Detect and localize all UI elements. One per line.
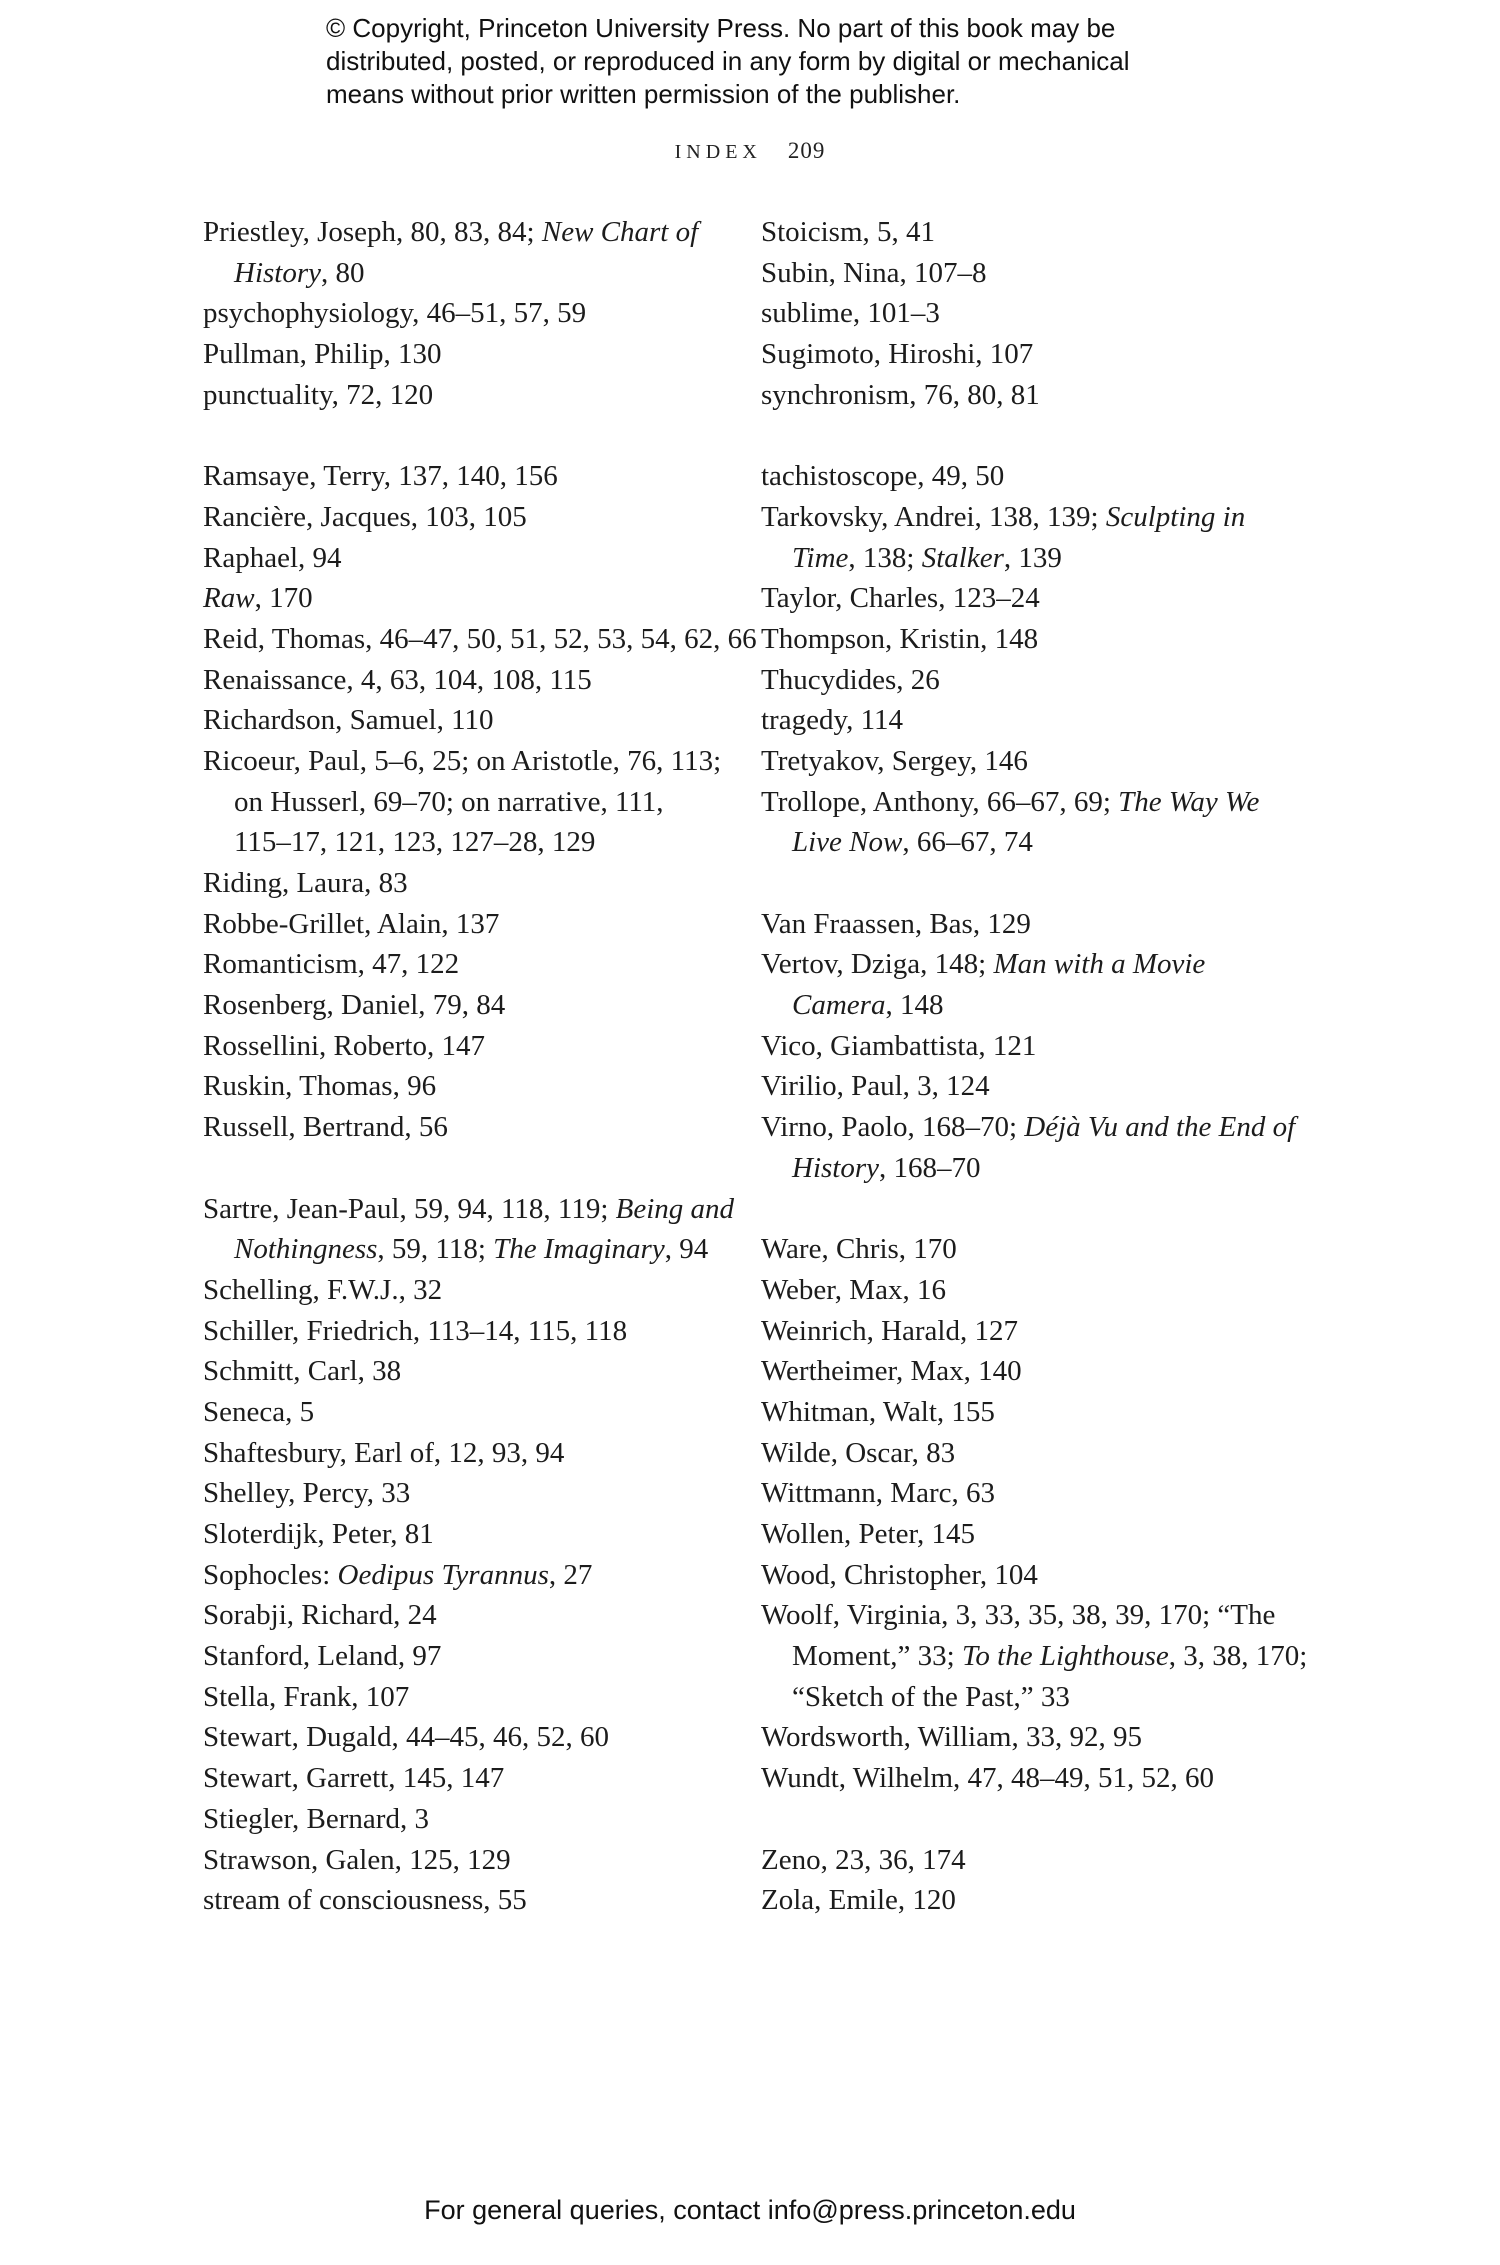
- entry-text: Raphael, 94: [203, 541, 342, 574]
- entry-text: psychophysiology, 46–51, 57, 59: [203, 297, 587, 330]
- index-entry: [203, 1758, 743, 1799]
- italic-title: History: [234, 256, 321, 289]
- index-entry: [203, 1107, 743, 1148]
- index-entry: [761, 1433, 1321, 1474]
- italic-title: Oedipus Tyrannus: [337, 1558, 549, 1591]
- entry-text: synchronism, 76, 80, 81: [761, 378, 1040, 411]
- entry-text: Seneca, 5: [203, 1395, 315, 1428]
- entry-text: , 27: [548, 1558, 593, 1591]
- index-entry: [761, 741, 1321, 782]
- entry-text: , 138;: [848, 541, 922, 574]
- index-entry: [203, 456, 743, 497]
- italic-title: The Way We: [1118, 785, 1260, 818]
- italic-title: Man with a Movie: [993, 948, 1206, 981]
- index-entry: [761, 1392, 1321, 1433]
- index-entry: [761, 1555, 1321, 1596]
- entry-text: , 148: [885, 989, 944, 1022]
- index-entry-continuation: [761, 1636, 1321, 1677]
- index-entry: [761, 1840, 1321, 1881]
- italic-title: Nothingness: [234, 1233, 378, 1266]
- entry-text: Shaftesbury, Earl of, 12, 93, 94: [203, 1436, 565, 1469]
- entry-text: Vico, Giambattista, 121: [761, 1029, 1037, 1062]
- index-entry: [761, 1880, 1321, 1921]
- index-entry: [761, 1311, 1321, 1352]
- index-entry: [761, 578, 1321, 619]
- entry-text: Romanticism, 47, 122: [203, 948, 460, 981]
- entry-text: punctuality, 72, 120: [203, 378, 434, 411]
- entry-text: Riding, Laura, 83: [203, 867, 408, 899]
- entry-text: Renaissance, 4, 63, 104, 108, 115: [203, 663, 592, 696]
- index-entry: [203, 944, 743, 985]
- index-entry: [203, 293, 743, 334]
- index-entry: [203, 904, 743, 945]
- italic-title: Raw: [203, 582, 255, 615]
- copyright-line: means without prior written permission of the publisher.: [326, 79, 961, 109]
- index-entry: [761, 660, 1321, 701]
- index-entry: [203, 578, 743, 619]
- italic-title: History: [792, 1151, 879, 1184]
- index-entry: [761, 1758, 1321, 1799]
- entry-text: Wood, Christopher, 104: [761, 1558, 1038, 1591]
- entry-text: Ricoeur, Paul, 5–6, 25; on Aristotle, 76, 113;: [203, 744, 722, 777]
- entry-text: Rosenberg, Daniel, 79, 84: [203, 989, 506, 1022]
- entry-text: Sartre, Jean-Paul, 59, 94, 118, 119;: [203, 1192, 616, 1225]
- entry-text: , 168–70: [879, 1151, 981, 1184]
- italic-title: Stalker: [921, 541, 1004, 574]
- index-entry-continuation: [761, 985, 1321, 1026]
- entry-text: Richardson, Samuel, 110: [203, 704, 494, 737]
- index-entry: [761, 1026, 1321, 1067]
- index-entry: [203, 863, 743, 904]
- index-entry: [761, 782, 1321, 823]
- index-entry: [761, 1473, 1321, 1514]
- italic-title: Camera: [792, 989, 886, 1022]
- entry-text: Taylor, Charles, 123–24: [761, 582, 1040, 615]
- index-entry: [761, 1514, 1321, 1555]
- entry-text: Strawson, Galen, 125, 129: [203, 1843, 511, 1876]
- index-entry: [203, 1636, 743, 1677]
- entry-text: Tarkovsky, Andrei, 138, 139;: [761, 500, 1106, 533]
- index-entry: [203, 660, 743, 701]
- entry-text: Schelling, F.W.J., 32: [203, 1273, 443, 1306]
- index-entry: [761, 1229, 1321, 1270]
- footer-contact: For general queries, contact info@press.princeton.edu: [424, 2195, 1076, 2225]
- index-entry: [203, 1717, 743, 1758]
- index-entry-continuation: [761, 1677, 1321, 1718]
- index-entry: [761, 1107, 1321, 1148]
- entry-text: , 59, 118;: [377, 1233, 494, 1266]
- copyright-line: © Copyright, Princeton University Press. No part of this book may be: [326, 13, 1116, 43]
- index-entry-continuation: [203, 1229, 743, 1270]
- entry-text: Schiller, Friedrich, 113–14, 115, 118: [203, 1314, 628, 1347]
- entry-text: Sugimoto, Hiroshi, 107: [761, 338, 1034, 371]
- running-head: [0, 138, 1500, 164]
- index-column-left: [203, 212, 757, 1921]
- index-entry-continuation: [761, 1148, 1321, 1189]
- index-entry: [203, 1066, 743, 1107]
- italic-title: Live Now: [792, 826, 903, 859]
- entry-text: Sophocles:: [203, 1558, 338, 1591]
- italic-title: Déjà Vu and the End of: [1024, 1111, 1296, 1144]
- entry-text: Stewart, Garrett, 145, 147: [203, 1762, 505, 1795]
- entry-text: Virilio, Paul, 3, 124: [761, 1070, 990, 1103]
- entry-text: Weinrich, Harald, 127: [761, 1314, 1018, 1347]
- entry-text: Wittmann, Marc, 63: [761, 1477, 995, 1510]
- index-entry: [761, 497, 1321, 538]
- index-entry: [203, 1392, 743, 1433]
- index-entry: [203, 1555, 743, 1596]
- entry-text: Stoicism, 5, 41: [761, 216, 936, 248]
- index-entry: [761, 1270, 1321, 1311]
- entry-text: on Husserl, 69–70; on narrative, 111,: [234, 785, 664, 818]
- entry-text: Wollen, Peter, 145: [761, 1518, 975, 1550]
- index-entry-continuation: [203, 253, 743, 294]
- entry-text: Wundt, Wilhelm, 47, 48–49, 51, 52, 60: [761, 1762, 1215, 1795]
- entry-text: Stella, Frank, 107: [203, 1680, 410, 1713]
- italic-title: The Imaginary: [493, 1233, 665, 1266]
- index-entry: [203, 619, 757, 660]
- entry-text: Stanford, Leland, 97: [203, 1640, 442, 1673]
- index-entry: [203, 1473, 743, 1514]
- italic-title: New Chart of: [541, 216, 699, 248]
- index-entry: [761, 1717, 1321, 1758]
- entry-text: , 94: [664, 1233, 709, 1266]
- entry-text: Moment,” 33;: [792, 1640, 962, 1673]
- italic-title: To the Lighthouse: [961, 1640, 1169, 1673]
- entry-text: , 170: [254, 582, 313, 615]
- entry-text: Stiegler, Bernard, 3: [203, 1802, 429, 1835]
- italic-title: Time: [792, 541, 849, 574]
- entry-text: , 80: [321, 256, 365, 289]
- entry-text: Sloterdijk, Peter, 81: [203, 1518, 434, 1550]
- index-entry-continuation: [761, 538, 1321, 579]
- index-entry: [761, 904, 1321, 945]
- page-number: 209: [787, 138, 826, 163]
- index-entry: [203, 1189, 743, 1230]
- entry-text: Zola, Emile, 120: [761, 1884, 956, 1917]
- index-entry: [761, 1595, 1321, 1636]
- index-entry: [761, 375, 1321, 416]
- entry-text: , 66–67, 74: [902, 826, 1033, 859]
- index-entry: [761, 1351, 1321, 1392]
- entry-text: tragedy, 114: [761, 704, 903, 737]
- index-entry: [761, 1066, 1321, 1107]
- copyright-notice: [326, 12, 1246, 111]
- index-entry: [761, 253, 1321, 294]
- entry-text: Vertov, Dziga, 148;: [761, 948, 994, 981]
- entry-text: Woolf, Virginia, 3, 33, 35, 38, 39, 170; “The: [761, 1599, 1276, 1632]
- index-entry: [761, 293, 1321, 334]
- index-entry: [203, 985, 743, 1026]
- index-entry: [203, 741, 743, 782]
- entry-text: Van Fraassen, Bas, 129: [761, 907, 1031, 940]
- index-entry: [203, 212, 743, 253]
- index-column-right: [761, 212, 1321, 1921]
- index-entry: [203, 497, 743, 538]
- entry-text: Virno, Paolo, 168–70;: [761, 1111, 1025, 1144]
- entry-text: Thompson, Kristin, 148: [761, 622, 1039, 655]
- entry-text: Trollope, Anthony, 66–67, 69;: [761, 785, 1119, 818]
- index-entry: [203, 1677, 743, 1718]
- entry-text: Weber, Max, 16: [761, 1273, 946, 1306]
- entry-text: Ramsaye, Terry, 137, 140, 156: [203, 460, 558, 493]
- entry-text: Schmitt, Carl, 38: [203, 1355, 402, 1388]
- index-entry: [761, 944, 1321, 985]
- entry-text: tachistoscope, 49, 50: [761, 460, 1005, 493]
- index-entry: [203, 1799, 743, 1840]
- index-entry: [203, 1026, 743, 1067]
- index-entry: [203, 700, 743, 741]
- section-title: INDEX: [674, 141, 762, 163]
- index-entry: [203, 538, 743, 579]
- entry-text: Rancière, Jacques, 103, 105: [203, 500, 527, 533]
- entry-text: Ruskin, Thomas, 96: [203, 1070, 437, 1103]
- index-entry: [761, 619, 1321, 660]
- entry-text: Reid, Thomas, 46–47, 50, 51, 52, 53, 54, 62, 66: [203, 622, 757, 655]
- entry-text: Russell, Bertrand, 56: [203, 1111, 448, 1144]
- entry-text: Zeno, 23, 36, 174: [761, 1843, 966, 1876]
- index-entry: [203, 375, 743, 416]
- index-entry-continuation: [203, 822, 743, 863]
- entry-text: , 139: [1003, 541, 1062, 574]
- index-entry: [761, 456, 1321, 497]
- entry-text: , 3, 38, 170;: [1168, 1640, 1308, 1673]
- index-entry: [203, 1433, 743, 1474]
- entry-text: Sorabji, Richard, 24: [203, 1599, 437, 1632]
- entry-text: Tretyakov, Sergey, 146: [761, 744, 1028, 777]
- entry-text: Priestley, Joseph, 80, 83, 84;: [203, 216, 542, 248]
- index-entry: [203, 1595, 743, 1636]
- entry-text: Robbe-Grillet, Alain, 137: [203, 907, 500, 940]
- index-entry: [203, 1514, 743, 1555]
- italic-title: Sculpting in: [1105, 500, 1246, 533]
- entry-text: Ware, Chris, 170: [761, 1233, 957, 1266]
- entry-text: Thucydides, 26: [761, 663, 940, 696]
- entry-text: 115–17, 121, 123, 127–28, 129: [234, 826, 596, 859]
- index-entry: [203, 1840, 743, 1881]
- entry-text: Pullman, Philip, 130: [203, 338, 442, 371]
- entry-text: sublime, 101–3: [761, 297, 940, 330]
- entry-text: Wordsworth, William, 33, 92, 95: [761, 1721, 1142, 1754]
- entry-text: stream of consciousness, 55: [203, 1884, 527, 1917]
- index-entry: [203, 1351, 743, 1392]
- index-entry: [761, 212, 1321, 253]
- index-entry: [761, 334, 1321, 375]
- index-entry-continuation: [761, 822, 1321, 863]
- entry-text: “Sketch of the Past,” 33: [792, 1680, 1070, 1713]
- index-entry: [203, 334, 743, 375]
- entry-text: Stewart, Dugald, 44–45, 46, 52, 60: [203, 1721, 609, 1754]
- entry-text: Shelley, Percy, 33: [203, 1477, 411, 1510]
- index-entry: [203, 1880, 743, 1921]
- copyright-line: distributed, posted, or reproduced in any form by digital or mechanical: [326, 46, 1130, 76]
- index-entry: [203, 1270, 743, 1311]
- index-entry: [761, 700, 1321, 741]
- entry-text: Whitman, Walt, 155: [761, 1395, 995, 1428]
- entry-text: Wilde, Oscar, 83: [761, 1436, 956, 1469]
- index-entry: [203, 1311, 743, 1352]
- index-entry-continuation: [203, 782, 743, 823]
- entry-text: Subin, Nina, 107–8: [761, 256, 987, 289]
- entry-text: Rossellini, Roberto, 147: [203, 1029, 485, 1062]
- italic-title: Being and: [615, 1192, 735, 1225]
- entry-text: Wertheimer, Max, 140: [761, 1355, 1022, 1388]
